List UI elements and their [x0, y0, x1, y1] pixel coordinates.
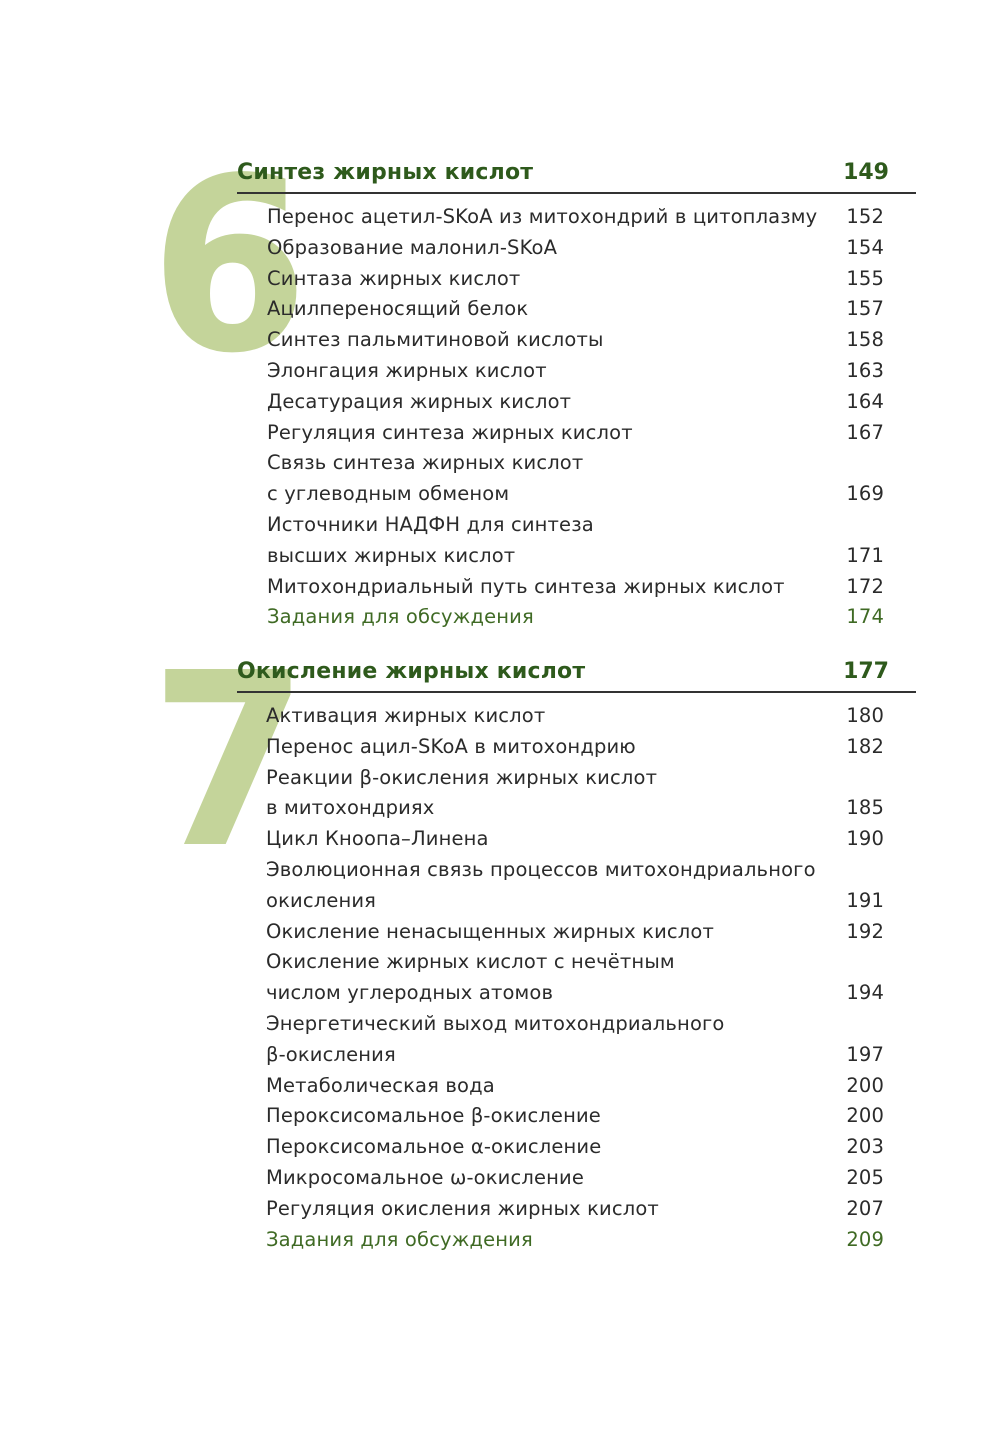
- toc-entry[interactable]: [0, 824, 1000, 855]
- entry-text: Митохондриальный путь синтеза жирных кислот: [267, 574, 785, 598]
- chapter-7-heading[interactable]: [237, 659, 916, 693]
- entry-text: высших жирных кислот: [267, 543, 516, 567]
- chapter-6-page: 149: [843, 160, 889, 185]
- entry-text: Пероксисомальное α-окисление: [266, 1135, 602, 1159]
- entry-page: 200: [846, 1104, 884, 1128]
- toc-entry[interactable]: [0, 418, 1000, 449]
- toc-entry[interactable]: [0, 202, 1000, 233]
- entry-page: 205: [846, 1165, 884, 1189]
- entry-text: Связь синтеза жирных кислот: [267, 451, 584, 475]
- entry-page: 182: [846, 734, 884, 758]
- toc-entry[interactable]: [0, 701, 1000, 732]
- entry-text: Задания для обсуждения: [267, 605, 534, 629]
- toc-entry[interactable]: [0, 947, 1000, 1009]
- entry-text: числом углеродных атомов: [266, 981, 554, 1005]
- toc-entry[interactable]: [0, 1101, 1000, 1132]
- entry-page: 185: [846, 796, 884, 820]
- entry-page: 167: [846, 420, 884, 444]
- toc-entry[interactable]: [0, 763, 1000, 825]
- entry-page: 174: [846, 605, 884, 629]
- entry-page: 203: [846, 1135, 884, 1159]
- toc-entry[interactable]: [0, 917, 1000, 948]
- entry-text: Эволюционная связь процессов митохондриального: [266, 857, 816, 881]
- entry-page: 157: [846, 297, 884, 321]
- toc-entry[interactable]: [0, 448, 1000, 510]
- chapter-7-title: Окисление жирных кислот: [237, 659, 586, 684]
- toc-entry[interactable]: [0, 387, 1000, 418]
- entry-text: Цикл Кноопа–Линена: [266, 827, 489, 851]
- chapter-7-numeral: 7: [150, 621, 309, 901]
- chapter-7-entries: [0, 701, 1000, 1255]
- entry-text: Метаболическая вода: [266, 1073, 495, 1097]
- entry-text: Пероксисомальное β-окисление: [266, 1104, 601, 1128]
- toc-entry[interactable]: [0, 1071, 1000, 1102]
- entry-text: Перенос ацил-SKoA в митохондрию: [266, 734, 636, 758]
- toc-entry[interactable]: [0, 855, 1000, 917]
- entry-text: Образование малонил-SKoA: [267, 235, 558, 259]
- toc-entry[interactable]: [0, 325, 1000, 356]
- entry-text: Энергетический выход митохондриального: [266, 1011, 725, 1035]
- toc-entry[interactable]: [0, 1132, 1000, 1163]
- entry-text: Регуляция синтеза жирных кислот: [267, 420, 633, 444]
- entry-page: 200: [846, 1073, 884, 1097]
- entry-page: 190: [846, 827, 884, 851]
- entry-page: 164: [846, 389, 884, 413]
- entry-text: Реакции β-окисления жирных кислот: [266, 765, 658, 789]
- entry-text: Регуляция окисления жирных кислот: [266, 1196, 659, 1220]
- entry-page: 194: [846, 981, 884, 1005]
- toc-entry-discussion[interactable]: [0, 1225, 1000, 1256]
- entry-page: 155: [846, 266, 884, 290]
- entry-text: Источники НАДФН для синтеза: [267, 512, 594, 536]
- entry-text: Синтез пальмитиновой кислоты: [267, 328, 604, 352]
- entry-text: Синтаза жирных кислот: [267, 266, 521, 290]
- chapter-6-entries: [0, 202, 1000, 633]
- entry-page: 163: [846, 358, 884, 382]
- entry-page: 158: [846, 328, 884, 352]
- toc-entry[interactable]: [0, 732, 1000, 763]
- entry-page: 172: [846, 574, 884, 598]
- chapter-6-heading[interactable]: [237, 160, 916, 194]
- entry-text: Окисление ненасыщенных жирных кислот: [266, 919, 714, 943]
- entry-page: 171: [846, 543, 884, 567]
- entry-text: с углеводным обменом: [267, 482, 510, 506]
- toc-entry[interactable]: [0, 1009, 1000, 1071]
- entry-text: Микросомальное ω-окисление: [266, 1165, 584, 1189]
- toc-entry[interactable]: [0, 572, 1000, 603]
- entry-text: Активация жирных кислот: [266, 704, 546, 727]
- entry-page: 207: [846, 1196, 884, 1220]
- toc-entry-discussion[interactable]: [0, 602, 1000, 633]
- entry-page: 180: [846, 704, 884, 727]
- entry-page: 154: [846, 235, 884, 259]
- entry-text: Элонгация жирных кислот: [267, 358, 547, 382]
- entry-text: Задания для обсуждения: [266, 1227, 533, 1251]
- entry-text: окисления: [266, 888, 377, 912]
- toc-entry[interactable]: [0, 233, 1000, 264]
- toc-entry[interactable]: [0, 510, 1000, 572]
- entry-text: в митохондриях: [266, 796, 435, 820]
- entry-page: 192: [846, 919, 884, 943]
- entry-page: 152: [846, 205, 884, 228]
- entry-text: β-окисления: [266, 1042, 396, 1066]
- toc-entry[interactable]: [0, 294, 1000, 325]
- entry-page: 191: [846, 888, 884, 912]
- entry-text: Перенос ацетил-SKoA из митохондрий в цитоплазму: [267, 205, 818, 228]
- entry-text: Окисление жирных кислот с нечётным: [266, 950, 675, 974]
- entry-text: Десатурация жирных кислот: [267, 389, 572, 413]
- entry-page: 209: [846, 1227, 884, 1251]
- chapter-6-title: Синтез жирных кислот: [237, 160, 534, 185]
- entry-page: 197: [846, 1042, 884, 1066]
- entry-text: Ацилпереносящий белок: [267, 297, 529, 321]
- toc-entry[interactable]: [0, 1163, 1000, 1194]
- entry-page: 169: [846, 482, 884, 506]
- chapter-6-numeral: 6: [150, 126, 309, 406]
- chapter-7-page: 177: [843, 659, 889, 684]
- toc-entry[interactable]: [0, 356, 1000, 387]
- toc-entry[interactable]: [0, 1194, 1000, 1225]
- toc-entry[interactable]: [0, 264, 1000, 295]
